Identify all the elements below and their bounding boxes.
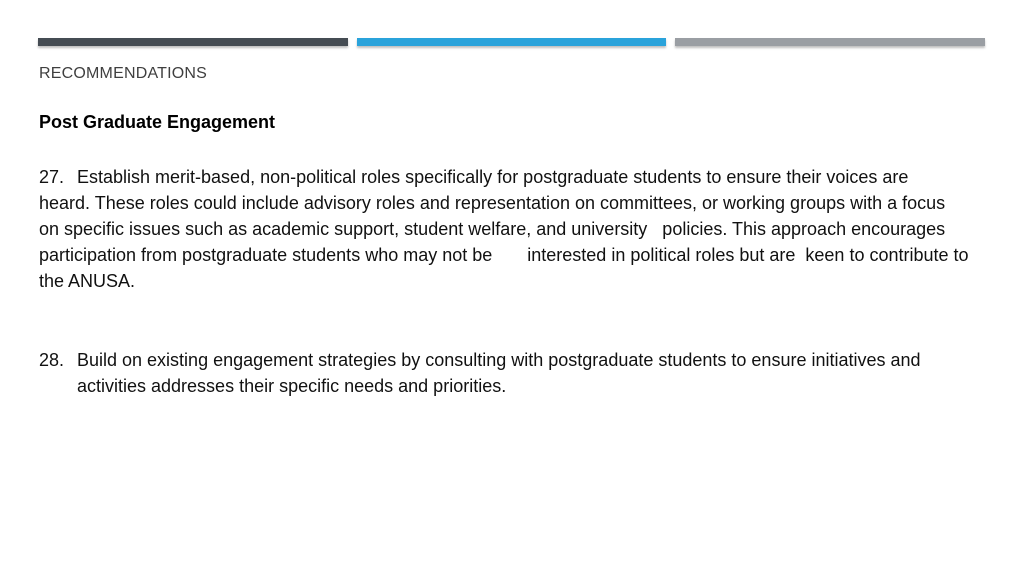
item-number: 28. <box>39 350 65 370</box>
accent-bar-blue <box>357 38 666 46</box>
recommendation-item <box>39 164 974 294</box>
recommendation-item <box>39 347 969 399</box>
accent-bar-gray <box>675 38 985 46</box>
accent-bar-dark <box>38 38 348 46</box>
item-text: Build on existing engagement strategies by consulting with postgraduate students to ensure initiatives and activities addresses their specific needs and priorities. <box>77 350 921 396</box>
item-text: Establish merit-based, non-political roles specifically for postgraduate students to ensure their voices are heard. These roles could include advisory roles and representation on committees, or working groups with a focus on specific issues such as academic support, student welfare, and university policies. This approach encourages participation from postgraduate students who may not be interested in political roles but are keen to contribute to the ANUSA. <box>39 167 974 291</box>
item-number: 27. <box>39 167 65 187</box>
slide-subtitle: Post Graduate Engagement <box>39 112 276 132</box>
section-label: RECOMMENDATIONS <box>39 65 208 82</box>
